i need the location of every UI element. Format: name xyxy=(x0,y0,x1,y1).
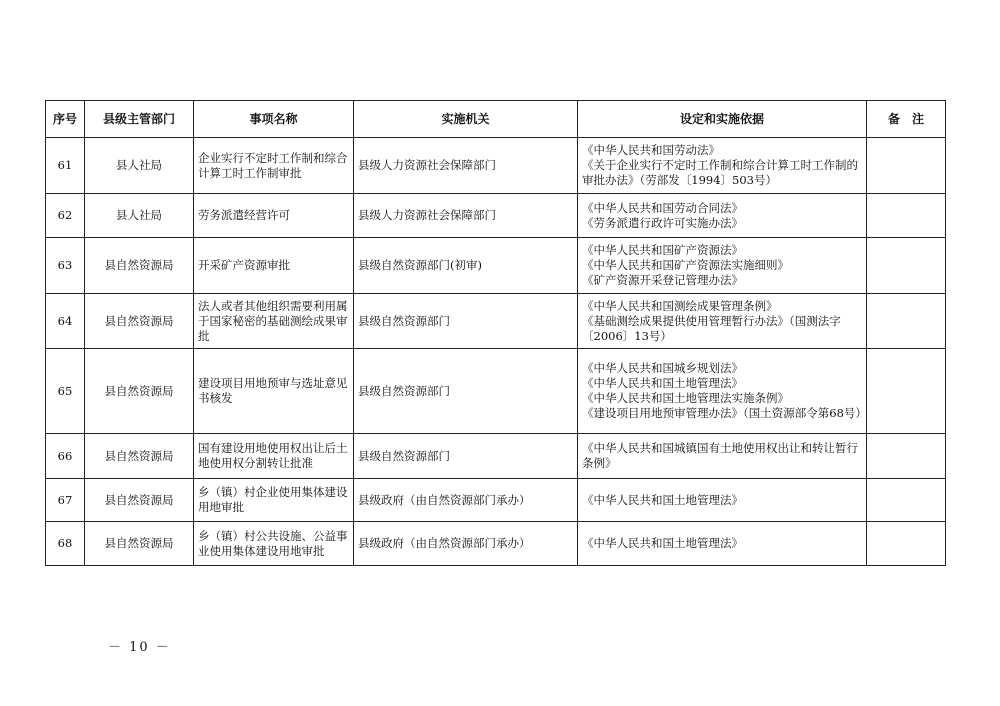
table-row xyxy=(46,138,946,194)
row-dept: 县人社局 xyxy=(85,138,194,194)
row-item: 开采矿产资源审批 xyxy=(194,238,354,294)
row-agency: 县级自然资源部门(初审) xyxy=(354,238,578,294)
row-note xyxy=(867,194,946,238)
table-row xyxy=(46,479,946,522)
row-item: 国有建设用地使用权出让后土地使用权分割转让批准 xyxy=(194,434,354,479)
row-note xyxy=(867,294,946,349)
row-item: 建设项目用地预审与选址意见书核发 xyxy=(194,349,354,434)
row-dept: 县自然资源局 xyxy=(85,238,194,294)
header-item: 事项名称 xyxy=(194,101,354,138)
row-dept: 县自然资源局 xyxy=(85,294,194,349)
row-no: 64 xyxy=(46,294,85,349)
page-number: － 10 － xyxy=(108,640,171,655)
row-basis: 《中华人民共和国城乡规划法》 《中华人民共和国土地管理法》 《中华人民共和国土地管理法实施条例》 《建设项目用地预审管理办法》（国土资源部令第68号） xyxy=(578,349,867,434)
row-dept: 县自然资源局 xyxy=(85,434,194,479)
table-row xyxy=(46,349,946,434)
row-item: 乡（镇）村企业使用集体建设用地审批 xyxy=(194,479,354,522)
header-basis: 设定和实施依据 xyxy=(578,101,867,138)
row-note xyxy=(867,238,946,294)
row-note xyxy=(867,522,946,566)
row-no: 66 xyxy=(46,434,85,479)
row-agency: 县级政府（由自然资源部门承办） xyxy=(354,479,578,522)
header-no: 序号 xyxy=(46,101,85,138)
row-basis: 《中华人民共和国土地管理法》 xyxy=(578,479,867,522)
row-item: 企业实行不定时工作制和综合计算工时工作制审批 xyxy=(194,138,354,194)
row-agency: 县级自然资源部门 xyxy=(354,434,578,479)
row-agency: 县级自然资源部门 xyxy=(354,294,578,349)
row-no: 67 xyxy=(46,479,85,522)
row-basis: 《中华人民共和国劳动合同法》 《劳务派遣行政许可实施办法》 xyxy=(578,194,867,238)
row-basis: 《中华人民共和国测绘成果管理条例》 《基础测绘成果提供使用管理暂行办法》（国测法字〔2006〕13号） xyxy=(578,294,867,349)
row-note xyxy=(867,434,946,479)
header-note: 备 注 xyxy=(867,101,946,138)
row-no: 61 xyxy=(46,138,85,194)
row-basis: 《中华人民共和国矿产资源法》 《中华人民共和国矿产资源法实施细则》 《矿产资源开采登记管理办法》 xyxy=(578,238,867,294)
row-item: 法人或者其他组织需要利用属于国家秘密的基础测绘成果审批 xyxy=(194,294,354,349)
row-item: 劳务派遣经营许可 xyxy=(194,194,354,238)
row-no: 68 xyxy=(46,522,85,566)
header-dept: 县级主管部门 xyxy=(85,101,194,138)
row-item: 乡（镇）村公共设施、公益事业使用集体建设用地审批 xyxy=(194,522,354,566)
row-note xyxy=(867,349,946,434)
approval-items-table xyxy=(45,100,946,566)
table-header-row xyxy=(46,101,946,138)
table-row xyxy=(46,238,946,294)
row-dept: 县自然资源局 xyxy=(85,522,194,566)
table-row xyxy=(46,522,946,566)
row-no: 63 xyxy=(46,238,85,294)
table-row xyxy=(46,294,946,349)
row-basis: 《中华人民共和国劳动法》 《关于企业实行不定时工作制和综合计算工时工作制的审批办法》（劳部发〔1994〕503号） xyxy=(578,138,867,194)
row-agency: 县级政府（由自然资源部门承办） xyxy=(354,522,578,566)
header-agency: 实施机关 xyxy=(354,101,578,138)
row-note xyxy=(867,479,946,522)
row-dept: 县自然资源局 xyxy=(85,349,194,434)
row-no: 65 xyxy=(46,349,85,434)
row-basis: 《中华人民共和国土地管理法》 xyxy=(578,522,867,566)
row-agency: 县级人力资源社会保障部门 xyxy=(354,194,578,238)
table-row xyxy=(46,434,946,479)
row-basis: 《中华人民共和国城镇国有土地使用权出让和转让暂行条例》 xyxy=(578,434,867,479)
row-no: 62 xyxy=(46,194,85,238)
row-note xyxy=(867,138,946,194)
table-row xyxy=(46,194,946,238)
row-dept: 县自然资源局 xyxy=(85,479,194,522)
row-agency: 县级自然资源部门 xyxy=(354,349,578,434)
row-agency: 县级人力资源社会保障部门 xyxy=(354,138,578,194)
row-dept: 县人社局 xyxy=(85,194,194,238)
